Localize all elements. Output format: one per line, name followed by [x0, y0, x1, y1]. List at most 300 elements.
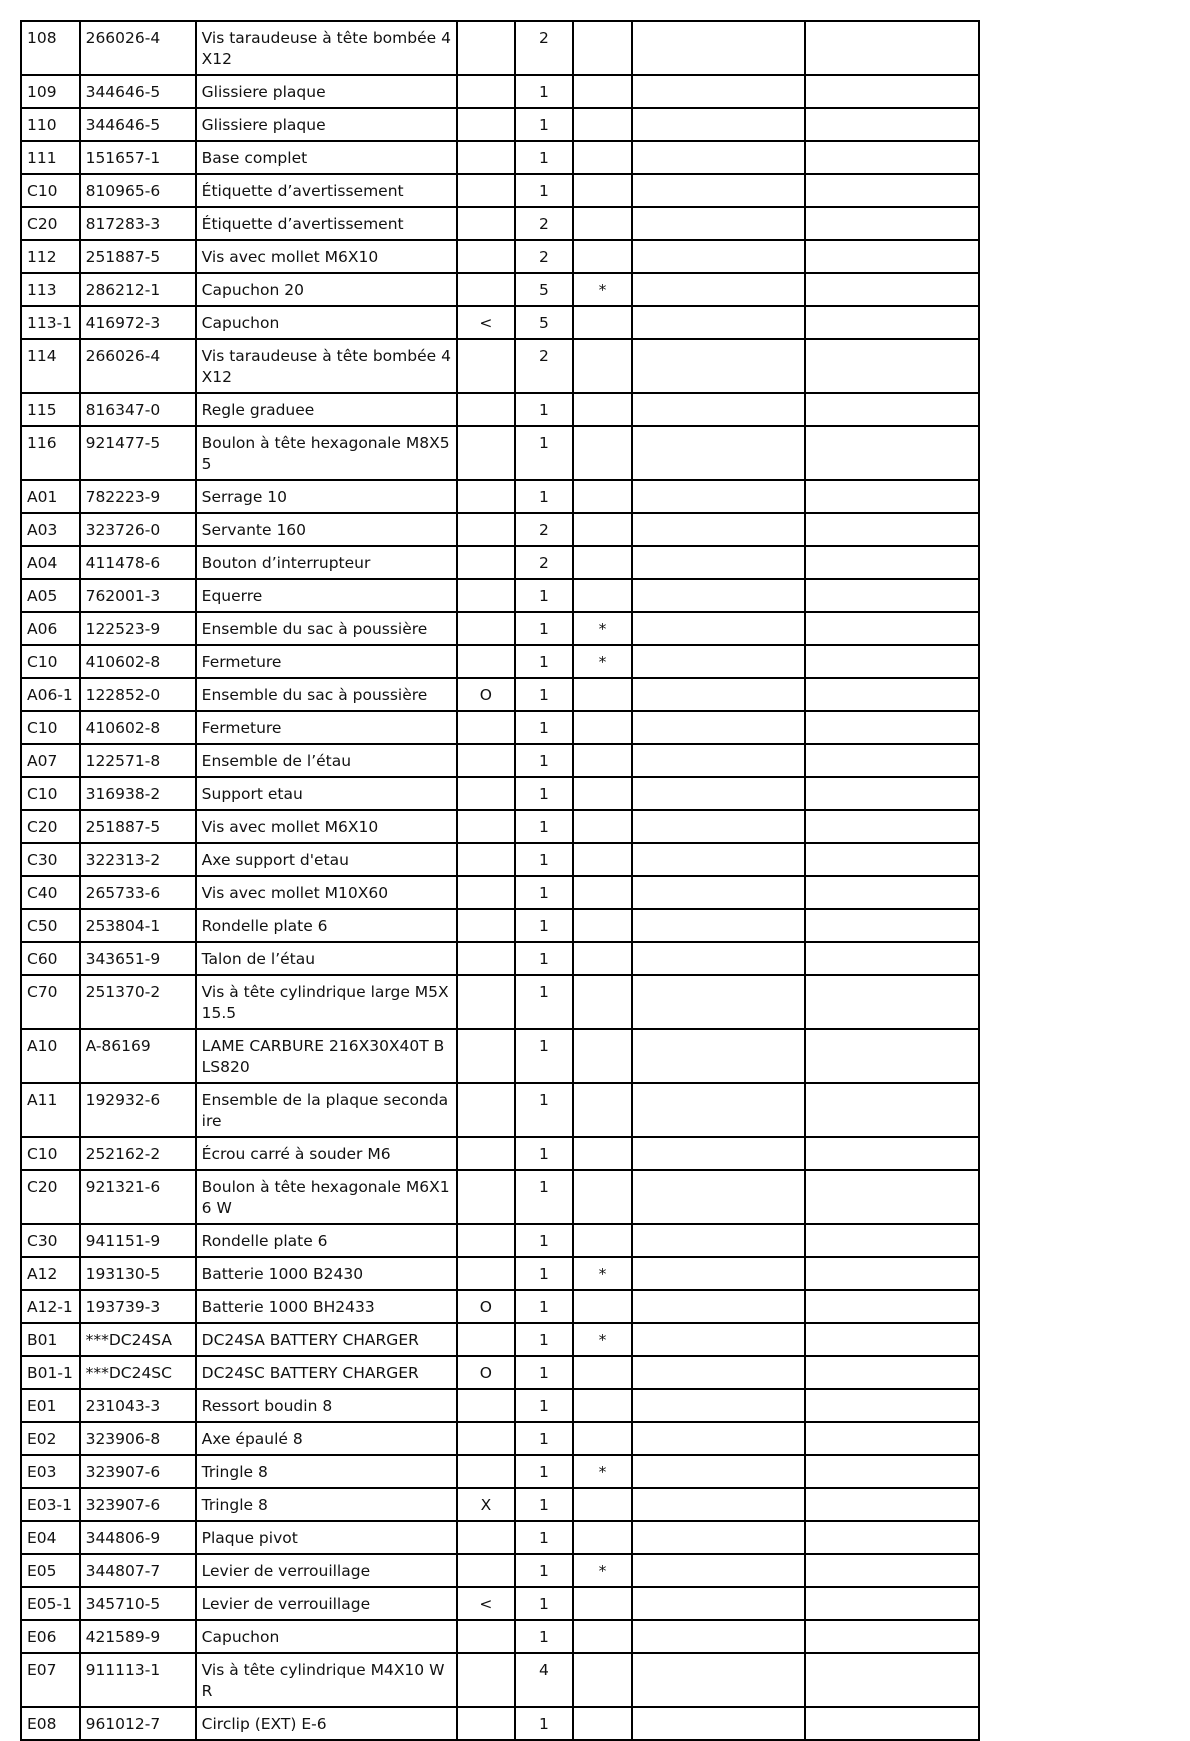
empty-cell [805, 1587, 979, 1620]
mark-cell [573, 711, 632, 744]
mark-cell [573, 1521, 632, 1554]
description-cell: Equerre [196, 579, 457, 612]
quantity-cell: 1 [515, 942, 574, 975]
mark-cell [573, 480, 632, 513]
item-number-cell: A01 [21, 480, 80, 513]
description-cell: Boulon à tête hexagonale M6X16 W [196, 1170, 457, 1224]
table-row [21, 810, 979, 843]
mark-cell: * [573, 645, 632, 678]
item-number-cell: C10 [21, 645, 80, 678]
item-number-cell: A11 [21, 1083, 80, 1137]
item-number-cell: C30 [21, 1224, 80, 1257]
empty-cell [805, 777, 979, 810]
item-number-cell: C20 [21, 1170, 80, 1224]
description-cell: Capuchon [196, 1620, 457, 1653]
mark-cell [573, 108, 632, 141]
description-cell: Vis taraudeuse à tête bombée 4X12 [196, 21, 457, 75]
description-cell: DC24SC BATTERY CHARGER [196, 1356, 457, 1389]
quantity-cell: 1 [515, 1620, 574, 1653]
quantity-cell: 1 [515, 141, 574, 174]
change-code-cell [457, 843, 515, 876]
change-code-cell [457, 1257, 515, 1290]
change-code-cell [457, 75, 515, 108]
change-code-cell [457, 1554, 515, 1587]
item-number-cell: C40 [21, 876, 80, 909]
mark-cell: * [573, 1323, 632, 1356]
quantity-cell: 2 [515, 546, 574, 579]
empty-cell [805, 744, 979, 777]
table-row [21, 711, 979, 744]
mark-cell: * [573, 1455, 632, 1488]
quantity-cell: 1 [515, 612, 574, 645]
empty-cell [632, 678, 806, 711]
description-cell: Vis à tête cylindrique M4X10 WR [196, 1653, 457, 1707]
empty-cell [632, 579, 806, 612]
description-cell: Vis à tête cylindrique large M5X15.5 [196, 975, 457, 1029]
item-number-cell: C10 [21, 711, 80, 744]
mark-cell [573, 1083, 632, 1137]
table-row [21, 546, 979, 579]
item-number-cell: E05-1 [21, 1587, 80, 1620]
table-row [21, 240, 979, 273]
empty-cell [632, 744, 806, 777]
quantity-cell: 2 [515, 513, 574, 546]
table-row [21, 513, 979, 546]
description-cell: Tringle 8 [196, 1488, 457, 1521]
mark-cell [573, 777, 632, 810]
empty-cell [805, 942, 979, 975]
part-number-cell: 193739-3 [80, 1290, 196, 1323]
item-number-cell: A03 [21, 513, 80, 546]
table-row [21, 744, 979, 777]
empty-cell [805, 513, 979, 546]
mark-cell [573, 975, 632, 1029]
mark-cell [573, 1587, 632, 1620]
change-code-cell [457, 909, 515, 942]
table-row [21, 480, 979, 513]
empty-cell [632, 1029, 806, 1083]
table-row [21, 1224, 979, 1257]
mark-cell [573, 207, 632, 240]
quantity-cell: 1 [515, 426, 574, 480]
empty-cell [632, 645, 806, 678]
quantity-cell: 1 [515, 678, 574, 711]
item-number-cell: 112 [21, 240, 80, 273]
change-code-cell [457, 339, 515, 393]
table-row [21, 1554, 979, 1587]
table-row [21, 1707, 979, 1740]
change-code-cell: < [457, 1587, 515, 1620]
quantity-cell: 5 [515, 306, 574, 339]
mark-cell [573, 513, 632, 546]
empty-cell [632, 240, 806, 273]
part-number-cell: 921477-5 [80, 426, 196, 480]
table-row [21, 1521, 979, 1554]
part-number-cell: 151657-1 [80, 141, 196, 174]
empty-cell [805, 876, 979, 909]
table-row [21, 306, 979, 339]
item-number-cell: C10 [21, 174, 80, 207]
quantity-cell: 2 [515, 21, 574, 75]
quantity-cell: 1 [515, 1029, 574, 1083]
empty-cell [632, 1356, 806, 1389]
quantity-cell: 1 [515, 1137, 574, 1170]
mark-cell [573, 1653, 632, 1707]
change-code-cell [457, 1083, 515, 1137]
item-number-cell: C20 [21, 810, 80, 843]
quantity-cell: 1 [515, 1707, 574, 1740]
quantity-cell: 1 [515, 1224, 574, 1257]
item-number-cell: 109 [21, 75, 80, 108]
item-number-cell: A07 [21, 744, 80, 777]
part-number-cell: 192932-6 [80, 1083, 196, 1137]
part-number-cell: 286212-1 [80, 273, 196, 306]
description-cell: Boulon à tête hexagonale M8X55 [196, 426, 457, 480]
description-cell: Ensemble du sac à poussière [196, 678, 457, 711]
description-cell: Ensemble de la plaque secondaire [196, 1083, 457, 1137]
empty-cell [805, 1455, 979, 1488]
description-cell: Levier de verrouillage [196, 1554, 457, 1587]
change-code-cell [457, 546, 515, 579]
quantity-cell: 1 [515, 1323, 574, 1356]
empty-cell [632, 843, 806, 876]
mark-cell [573, 1224, 632, 1257]
table-row [21, 426, 979, 480]
mark-cell: * [573, 273, 632, 306]
table-row [21, 1083, 979, 1137]
empty-cell [632, 1137, 806, 1170]
empty-cell [805, 1029, 979, 1083]
quantity-cell: 1 [515, 393, 574, 426]
table-row [21, 1389, 979, 1422]
part-number-cell: 961012-7 [80, 1707, 196, 1740]
mark-cell [573, 579, 632, 612]
change-code-cell [457, 141, 515, 174]
empty-cell [632, 108, 806, 141]
description-cell: Ensemble de l’étau [196, 744, 457, 777]
quantity-cell: 1 [515, 909, 574, 942]
part-number-cell: 323907-6 [80, 1488, 196, 1521]
quantity-cell: 1 [515, 1587, 574, 1620]
part-number-cell: 231043-3 [80, 1389, 196, 1422]
empty-cell [805, 843, 979, 876]
description-cell: LAME CARBURE 216X30X40T BLS820 [196, 1029, 457, 1083]
mark-cell [573, 843, 632, 876]
description-cell: Tringle 8 [196, 1455, 457, 1488]
empty-cell [632, 1323, 806, 1356]
item-number-cell: 114 [21, 339, 80, 393]
change-code-cell [457, 426, 515, 480]
part-number-cell: 122852-0 [80, 678, 196, 711]
item-number-cell: A06 [21, 612, 80, 645]
empty-cell [632, 273, 806, 306]
item-number-cell: E07 [21, 1653, 80, 1707]
quantity-cell: 1 [515, 711, 574, 744]
quantity-cell: 1 [515, 843, 574, 876]
table-row [21, 1587, 979, 1620]
empty-cell [632, 1521, 806, 1554]
table-row [21, 678, 979, 711]
mark-cell [573, 810, 632, 843]
empty-cell [805, 21, 979, 75]
empty-cell [632, 1620, 806, 1653]
description-cell: Glissiere plaque [196, 108, 457, 141]
table-row [21, 612, 979, 645]
quantity-cell: 1 [515, 1083, 574, 1137]
part-number-cell: 251887-5 [80, 810, 196, 843]
table-row [21, 108, 979, 141]
empty-cell [632, 975, 806, 1029]
mark-cell [573, 393, 632, 426]
change-code-cell [457, 1323, 515, 1356]
item-number-cell: C10 [21, 777, 80, 810]
quantity-cell: 2 [515, 240, 574, 273]
table-row [21, 1488, 979, 1521]
description-cell: Étiquette d’avertissement [196, 174, 457, 207]
empty-cell [632, 207, 806, 240]
empty-cell [632, 1083, 806, 1137]
table-row [21, 1029, 979, 1083]
table-row [21, 1653, 979, 1707]
item-number-cell: C60 [21, 942, 80, 975]
empty-cell [632, 1587, 806, 1620]
part-number-cell: 817283-3 [80, 207, 196, 240]
quantity-cell: 1 [515, 810, 574, 843]
description-cell: Serrage 10 [196, 480, 457, 513]
part-number-cell: 251887-5 [80, 240, 196, 273]
mark-cell [573, 21, 632, 75]
empty-cell [632, 1290, 806, 1323]
description-cell: Vis avec mollet M10X60 [196, 876, 457, 909]
table-row [21, 1323, 979, 1356]
change-code-cell: X [457, 1488, 515, 1521]
table-row [21, 1356, 979, 1389]
empty-cell [805, 426, 979, 480]
mark-cell: * [573, 612, 632, 645]
empty-cell [805, 579, 979, 612]
empty-cell [632, 612, 806, 645]
item-number-cell: A05 [21, 579, 80, 612]
change-code-cell [457, 480, 515, 513]
description-cell: Circlip (EXT) E-6 [196, 1707, 457, 1740]
empty-cell [632, 174, 806, 207]
change-code-cell [457, 1389, 515, 1422]
part-number-cell: ***DC24SC [80, 1356, 196, 1389]
table-row [21, 75, 979, 108]
change-code-cell [457, 942, 515, 975]
description-cell: Étiquette d’avertissement [196, 207, 457, 240]
description-cell: Levier de verrouillage [196, 1587, 457, 1620]
empty-cell [632, 1707, 806, 1740]
description-cell: Axe épaulé 8 [196, 1422, 457, 1455]
empty-cell [805, 1083, 979, 1137]
empty-cell [805, 1170, 979, 1224]
mark-cell [573, 1422, 632, 1455]
change-code-cell [457, 240, 515, 273]
description-cell: Rondelle plate 6 [196, 909, 457, 942]
quantity-cell: 2 [515, 207, 574, 240]
empty-cell [805, 1554, 979, 1587]
item-number-cell: 110 [21, 108, 80, 141]
empty-cell [632, 75, 806, 108]
quantity-cell: 1 [515, 975, 574, 1029]
empty-cell [632, 1554, 806, 1587]
empty-cell [805, 1521, 979, 1554]
table-row [21, 393, 979, 426]
table-row [21, 339, 979, 393]
part-number-cell: 921321-6 [80, 1170, 196, 1224]
item-number-cell: C50 [21, 909, 80, 942]
change-code-cell [457, 21, 515, 75]
mark-cell [573, 1290, 632, 1323]
item-number-cell: E02 [21, 1422, 80, 1455]
table-row [21, 1257, 979, 1290]
empty-cell [805, 1137, 979, 1170]
empty-cell [805, 1356, 979, 1389]
table-row [21, 273, 979, 306]
empty-cell [632, 711, 806, 744]
change-code-cell [457, 612, 515, 645]
change-code-cell [457, 579, 515, 612]
empty-cell [805, 678, 979, 711]
description-cell: Support etau [196, 777, 457, 810]
change-code-cell [457, 1137, 515, 1170]
mark-cell [573, 75, 632, 108]
table-row [21, 207, 979, 240]
item-number-cell: A06-1 [21, 678, 80, 711]
description-cell: Ressort boudin 8 [196, 1389, 457, 1422]
mark-cell [573, 1707, 632, 1740]
part-number-cell: ***DC24SA [80, 1323, 196, 1356]
part-number-cell: 316938-2 [80, 777, 196, 810]
parts-list-page [20, 20, 980, 1741]
table-row [21, 876, 979, 909]
part-number-cell: 941151-9 [80, 1224, 196, 1257]
empty-cell [805, 1257, 979, 1290]
part-number-cell: 266026-4 [80, 21, 196, 75]
empty-cell [632, 1257, 806, 1290]
empty-cell [805, 306, 979, 339]
item-number-cell: B01 [21, 1323, 80, 1356]
item-number-cell: E03-1 [21, 1488, 80, 1521]
change-code-cell [457, 1422, 515, 1455]
description-cell: Ensemble du sac à poussière [196, 612, 457, 645]
table-row [21, 1290, 979, 1323]
description-cell: Regle graduee [196, 393, 457, 426]
description-cell: Axe support d'etau [196, 843, 457, 876]
part-number-cell: 816347-0 [80, 393, 196, 426]
part-number-cell: 810965-6 [80, 174, 196, 207]
change-code-cell: O [457, 678, 515, 711]
empty-cell [805, 1488, 979, 1521]
change-code-cell [457, 513, 515, 546]
quantity-cell: 1 [515, 744, 574, 777]
description-cell: Capuchon [196, 306, 457, 339]
empty-cell [805, 75, 979, 108]
empty-cell [805, 810, 979, 843]
table-row [21, 1422, 979, 1455]
quantity-cell: 1 [515, 1422, 574, 1455]
part-number-cell: 416972-3 [80, 306, 196, 339]
mark-cell [573, 909, 632, 942]
item-number-cell: 111 [21, 141, 80, 174]
part-number-cell: 251370-2 [80, 975, 196, 1029]
description-cell: Capuchon 20 [196, 273, 457, 306]
mark-cell [573, 426, 632, 480]
quantity-cell: 1 [515, 1488, 574, 1521]
change-code-cell [457, 975, 515, 1029]
quantity-cell: 1 [515, 645, 574, 678]
description-cell: Bouton d’interrupteur [196, 546, 457, 579]
change-code-cell [457, 207, 515, 240]
item-number-cell: C20 [21, 207, 80, 240]
part-number-cell: 252162-2 [80, 1137, 196, 1170]
item-number-cell: 115 [21, 393, 80, 426]
empty-cell [805, 174, 979, 207]
mark-cell [573, 1488, 632, 1521]
table-row [21, 777, 979, 810]
item-number-cell: E06 [21, 1620, 80, 1653]
table-row [21, 975, 979, 1029]
change-code-cell [457, 876, 515, 909]
empty-cell [805, 711, 979, 744]
change-code-cell [457, 108, 515, 141]
mark-cell [573, 942, 632, 975]
empty-cell [632, 942, 806, 975]
empty-cell [805, 975, 979, 1029]
description-cell: Écrou carré à souder M6 [196, 1137, 457, 1170]
description-cell: Batterie 1000 BH2433 [196, 1290, 457, 1323]
item-number-cell: A10 [21, 1029, 80, 1083]
quantity-cell: 1 [515, 777, 574, 810]
change-code-cell [457, 1653, 515, 1707]
change-code-cell [457, 777, 515, 810]
mark-cell [573, 546, 632, 579]
change-code-cell [457, 711, 515, 744]
part-number-cell: 762001-3 [80, 579, 196, 612]
mark-cell [573, 339, 632, 393]
empty-cell [805, 207, 979, 240]
quantity-cell: 1 [515, 75, 574, 108]
empty-cell [632, 393, 806, 426]
table-row [21, 174, 979, 207]
empty-cell [632, 1170, 806, 1224]
description-cell: Fermeture [196, 711, 457, 744]
empty-cell [805, 1389, 979, 1422]
quantity-cell: 1 [515, 876, 574, 909]
mark-cell [573, 141, 632, 174]
part-number-cell: 911113-1 [80, 1653, 196, 1707]
change-code-cell [457, 810, 515, 843]
table-row [21, 1455, 979, 1488]
item-number-cell: E03 [21, 1455, 80, 1488]
table-row [21, 1620, 979, 1653]
description-cell: Servante 160 [196, 513, 457, 546]
mark-cell [573, 876, 632, 909]
description-cell: Talon de l’étau [196, 942, 457, 975]
empty-cell [632, 810, 806, 843]
change-code-cell [457, 1455, 515, 1488]
empty-cell [632, 513, 806, 546]
mark-cell [573, 1137, 632, 1170]
quantity-cell: 1 [515, 1389, 574, 1422]
part-number-cell: 410602-8 [80, 645, 196, 678]
quantity-cell: 1 [515, 1521, 574, 1554]
table-row [21, 843, 979, 876]
item-number-cell: A12 [21, 1257, 80, 1290]
change-code-cell: O [457, 1290, 515, 1323]
empty-cell [632, 876, 806, 909]
